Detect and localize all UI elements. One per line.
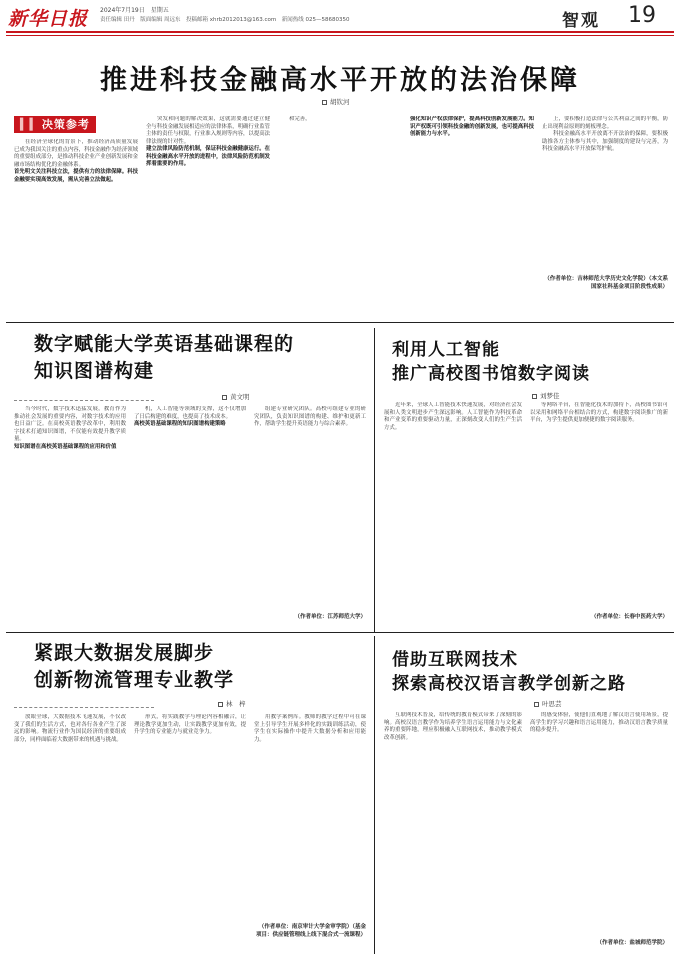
article-a-author bbox=[222, 392, 250, 401]
article-c-author bbox=[218, 699, 246, 708]
article-c-title-line-2: 创新物流管理专业教学 bbox=[34, 669, 235, 691]
article-b-title-line-2: 推广高校图书馆数字阅读 bbox=[392, 364, 590, 384]
paragraph: 突发和问题的解决效果，这就需要通过建立健全与科技金融发展相适应的法律体系，明确行业监管主体的责任与权限，行业准入规则等内容，以提高法律法规的针对性。 bbox=[146, 116, 270, 145]
subheading: 知识图谱在高校英语基础课程的应用和价值 bbox=[14, 443, 117, 450]
main-headline: 推进科技金融高水平开放的法治保障 bbox=[100, 65, 580, 96]
main-col-3 bbox=[278, 116, 402, 315]
article-b-title bbox=[392, 338, 642, 386]
subheading: 强化知识产权法律保护，提高科技创新发展能力。知识产权既可引领科技金融的创新发展，也可提高科技创新能力与水平。 bbox=[410, 116, 534, 137]
article-b-credit: （作者单位：长春中医药大学） bbox=[590, 614, 668, 620]
paragraph: 在经济全球化的背景下，推动经济高质量发展已成为我国关注的重点内容，科技金融作为经济领域的重要组成部分，是推动科技企业产业创新发展和金融市场结构优化的金融体系。 bbox=[14, 139, 138, 168]
article-c-title-line-1: 紧跟大数据发展脚步 bbox=[34, 642, 215, 664]
column-tag-label: 决策参考 bbox=[41, 118, 90, 131]
article-c-credit: （作者单位：南京审计大学金审学院）（基金项目：供应链管理线上线下混合式一流课程） bbox=[255, 924, 366, 938]
article-d-col-2 bbox=[530, 712, 668, 938]
main-credit: （作者单位：吉林师范大学历史文化学院）（本文系国家社科基金项目阶段性成果） bbox=[544, 276, 668, 290]
article-a-col-2 bbox=[134, 406, 246, 624]
subheading: 首先明文关注科技立法，提供有力的法律保障。科技金融要实现高效发展，需从完善立法做起。 bbox=[14, 169, 138, 183]
article-c-col-1 bbox=[14, 714, 126, 950]
main-col-5 bbox=[542, 116, 668, 274]
author-marker-icon bbox=[218, 702, 223, 707]
column-divider bbox=[374, 328, 375, 632]
main-col-2 bbox=[146, 116, 270, 315]
article-d-author-name: 叶思芸 bbox=[542, 700, 562, 708]
article-a-title-line-1: 数字赋能大学英语基础课程的 bbox=[34, 333, 295, 355]
column-divider bbox=[374, 636, 375, 954]
masthead bbox=[0, 0, 680, 36]
paragraph: 机，人工智能等领域的支撑，这不仅增加了日后构建的难度，也提高了技术成本。 bbox=[134, 406, 246, 420]
masthead-rule bbox=[6, 31, 674, 33]
article-a-title-line-2: 知识图谱构建 bbox=[34, 360, 155, 382]
masthead-rule-thin bbox=[6, 35, 674, 36]
paragraph: 和完善， bbox=[289, 116, 311, 122]
paragraph: 的感受体验，使他们直观地了解汉语言使用场景，提高学生的学习兴趣和语言运用能力，推动汉语言教学质量的稳步提升。 bbox=[530, 712, 668, 733]
article-b-title-line-1: 利用人工智能 bbox=[392, 340, 500, 360]
paragraph: 用教学案例库。教师的教学过程中可在课堂上引导学生开展多样化的实践训练活动，使学生在实际操作中提升大数据分析和应用能力。 bbox=[254, 714, 366, 743]
article-a-author-name: 黄文明 bbox=[230, 393, 250, 401]
subheading: 高校英语基础课程的知识图谱构建策略 bbox=[134, 421, 226, 427]
page-number: 19 bbox=[628, 3, 656, 28]
article-a-col-3 bbox=[254, 406, 366, 612]
article-b-author bbox=[532, 391, 560, 400]
author-marker-icon bbox=[534, 702, 539, 707]
article-c-author-name: 林 梓 bbox=[226, 700, 246, 708]
article-c-col-3 bbox=[254, 714, 366, 922]
article-c-col-2 bbox=[134, 714, 246, 950]
section-name: 智观 bbox=[562, 11, 600, 31]
article-d-credit: （作者单位：盐城师范学院） bbox=[596, 940, 668, 946]
paragraph: 组建专业研究团队。高校可组建专业的研究团队，负责知识图谱的构建、维护和更新工作，帮助学生提升英语能力与综合素养。 bbox=[254, 406, 366, 427]
paragraph: 近年来，全球人工智能技术快速发展，对经济社会发展和人类文明进步产生深远影响。人工智能作为科技革命和产业变革的重要驱动力量，正深刻改变人们的生产生活方式。 bbox=[384, 402, 522, 431]
main-col-1 bbox=[14, 139, 138, 315]
paragraph: 上，要积极打造法律与公共利益之间的平衡，防止出现利益原则的刻板理念。 bbox=[542, 116, 668, 130]
article-c-dash-rule bbox=[14, 707, 154, 708]
article-d-col-1 bbox=[384, 712, 522, 950]
author-marker-icon bbox=[322, 100, 327, 105]
article-a-title bbox=[34, 331, 364, 385]
paragraph: 科技金融高水平开放离不开法治的保障，要积极助推各方主体参与其中，加强制度的建设与完善，为科技金融高水平开放保驾护航。 bbox=[542, 131, 668, 152]
main-author bbox=[322, 97, 350, 106]
author-marker-icon bbox=[532, 394, 537, 399]
section-divider bbox=[6, 632, 674, 633]
article-a-credit: （作者单位：江苏师范大学） bbox=[294, 614, 366, 620]
paragraph: 形式，将实践教学与理论内容相融合，让理论教学更加生动，让实践教学更加有效，提升学生的专业能力与就业竞争力。 bbox=[134, 714, 246, 735]
main-col-4 bbox=[410, 116, 534, 315]
article-d-title bbox=[392, 648, 672, 696]
article-b-col-1 bbox=[384, 402, 522, 624]
paragraph: 放眼全球，大数据技术飞速发展，不仅改变了我们的生活方式，也对各行各业产生了深远的影响。物流行业作为国民经济的重要组成部分，同样面临着大数据带来的机遇与挑战。 bbox=[14, 714, 126, 743]
article-d-author bbox=[534, 699, 562, 708]
article-a-dash-rule bbox=[14, 400, 154, 401]
newspaper-logo: 新华日报 bbox=[8, 8, 89, 30]
paragraph: 等网络平台，在智能化技术的加持下，高校图书馆可以采用和网络平台相结合的方式，构建数字阅读推广的新平台，为学生提供更加便捷的数字阅读服务。 bbox=[530, 402, 668, 423]
article-b-col-2 bbox=[530, 402, 668, 612]
article-d-title-line-2: 探索高校汉语言教学创新之路 bbox=[392, 674, 626, 694]
paragraph: 当今时代，数字技术迅猛发展，教育作为推动社会发展的重要内容，对数字技术的应用也日益广泛。在高校英语教学改革中，利用数字技术打通知识图谱，不仅能有效提升教学质量。 bbox=[14, 406, 126, 442]
article-a-col-1 bbox=[14, 406, 126, 624]
author-marker-icon bbox=[222, 395, 227, 400]
article-c-title bbox=[34, 640, 354, 694]
editor-contacts: 责任编辑 田丹 版面编辑 周远东 投稿邮箱 xhrb2012013@163.com 新闻热线 025—58680350 bbox=[100, 17, 350, 23]
article-b-author-name: 刘梦佳 bbox=[540, 392, 560, 400]
tag-bars-icon: ▍▍ bbox=[20, 118, 39, 131]
article-d-title-line-1: 借助互联网技术 bbox=[392, 650, 518, 670]
paragraph: 互联网技术普及，给传统的教育模式带来了深刻的影响。高校汉语言教学作为培养学生语言运用能力与文化素养的重要阵地，理应积极融入互联网技术，推动教学模式改革创新。 bbox=[384, 712, 522, 741]
dateline: 2024年7月19日 星期五 bbox=[100, 7, 169, 14]
main-author-name: 胡钦河 bbox=[330, 98, 350, 106]
subheading: 建立法律风险防范机制，保证科技金融健康运行。在科技金融高水平开放的进程中，法律风险防范机制发挥着重要的作用。 bbox=[146, 146, 270, 167]
column-tag bbox=[14, 116, 96, 133]
section-divider bbox=[6, 322, 674, 323]
